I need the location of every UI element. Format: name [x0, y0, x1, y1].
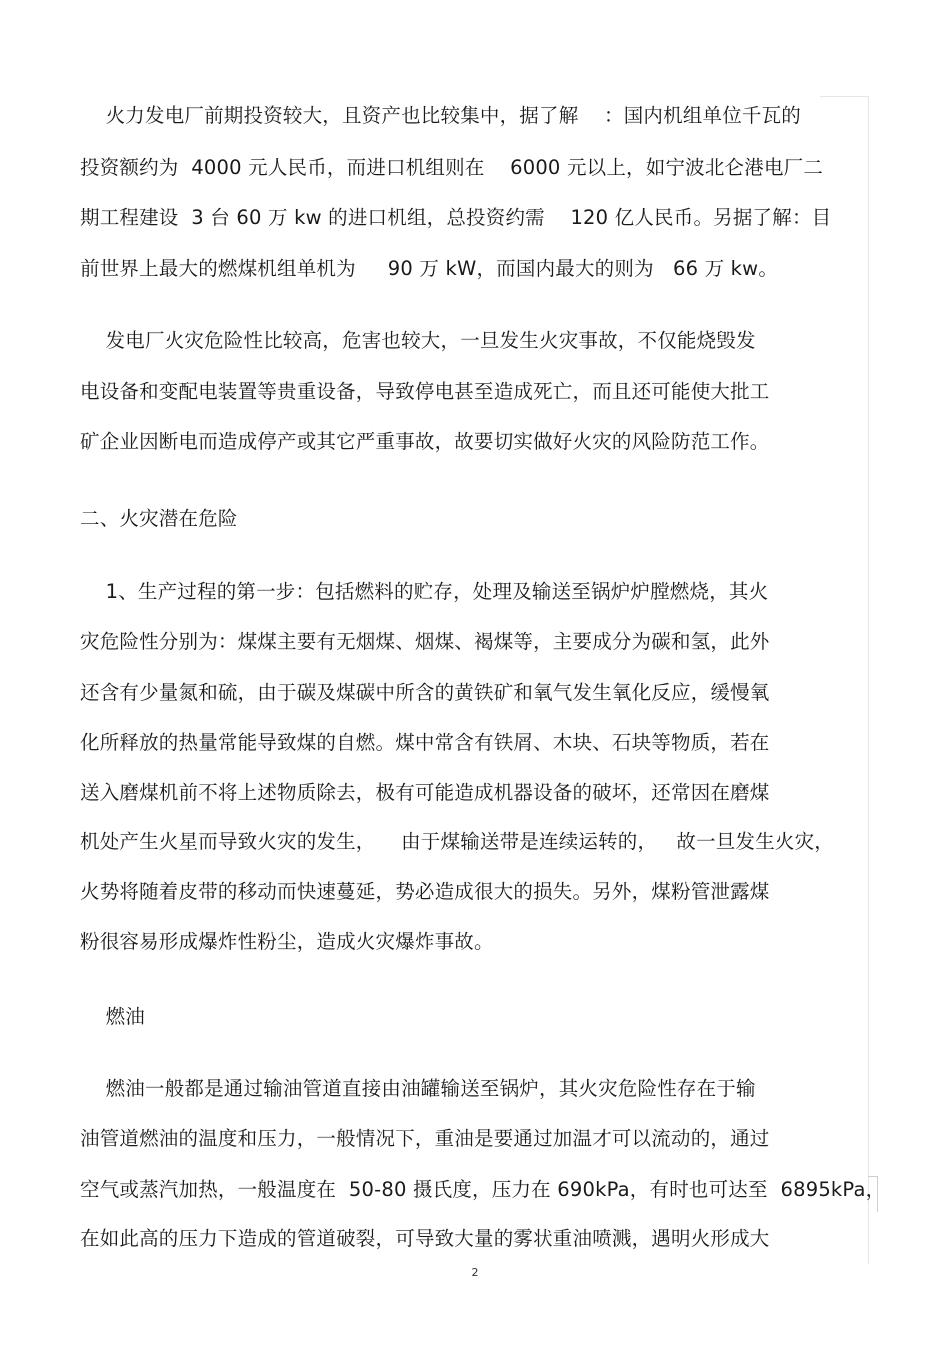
- text-line: 在如此高的压力下造成的管道破裂，可导致大量的雾状重油喷溅，遇明火形成大: [80, 1227, 770, 1250]
- page-edge-right: [868, 96, 869, 1264]
- text-line: 投资额约为 4000 元人民币，而进口机组则在 6000 元以上，如宁波北仑港电厂二: [80, 156, 824, 179]
- text-line: 灾危险性分别为：煤煤主要有无烟煤、烟煤、褐煤等，主要成分为碳和氢，此外: [80, 630, 770, 653]
- text-line: 电设备和变配电装置等贵重设备，导致停电甚至造成死亡，而且还可能使大批工: [80, 380, 770, 403]
- text-line: 前世界上最大的燃煤机组单机为 90 万 kW，而国内最大的则为 66 万 kw。: [80, 257, 779, 280]
- text-line: 燃油一般都是通过输油管道直接由油罐输送至锅炉，其火灾危险性存在于输: [80, 1077, 756, 1100]
- text-line: 化所释放的热量常能导致煤的自燃。煤中常含有铁屑、木块、石块等物质，若在: [80, 731, 770, 754]
- text-line: 粉很容易形成爆炸性粉尘，造成火灾爆炸事故。: [80, 930, 494, 953]
- text-line: 机处产生火星而导致火灾的发生， 由于煤输送带是连续运转的， 故一旦发生火灾，: [80, 830, 834, 853]
- text-line: 期工程建设 3 台 60 万 kw 的进口机组，总投资约需 120 亿人民币。另据了解：目: [80, 206, 832, 229]
- subheading: 燃油: [80, 1005, 145, 1028]
- text-line: 空气或蒸汽加热，一般温度在 50-80 摄氏度，压力在 690kPa，有时也可达至 6895kPa，: [80, 1178, 886, 1201]
- section-heading: 二、火灾潜在危险: [80, 507, 238, 530]
- text-line: 火势将随着皮带的移动而快速蔓延，势必造成很大的损失。另外，煤粉管泄露煤: [80, 880, 770, 903]
- text-line: 1、生产过程的第一步：包括燃料的贮存，处理及输送至锅炉炉膛燃烧，其火: [80, 580, 769, 603]
- text-line: 油管道燃油的温度和压力，一般情况下，重油是要通过加温才可以流动的，通过: [80, 1127, 770, 1150]
- text-line: 送入磨煤机前不将上述物质除去，极有可能造成机器设备的破坏，还常因在磨煤: [80, 781, 770, 804]
- text-line: 还含有少量氮和硫，由于碳及煤碳中所含的黄铁矿和氧气发生氧化反应，缓慢氧: [80, 681, 770, 704]
- page-number: 2: [471, 1266, 479, 1279]
- text-line: 矿企业因断电而造成停产或其它严重事故，故要切实做好火灾的风险防范工作。: [80, 430, 770, 453]
- page-edge-top: [820, 96, 869, 97]
- text-line: 火力发电厂前期投资较大，且资产也比较集中，据了解 ：国内机组单位千瓦的: [80, 104, 801, 127]
- text-line: 发电厂火灾危险性比较高，危害也较大，一旦发生火灾事故，不仅能烧毁发: [80, 329, 756, 352]
